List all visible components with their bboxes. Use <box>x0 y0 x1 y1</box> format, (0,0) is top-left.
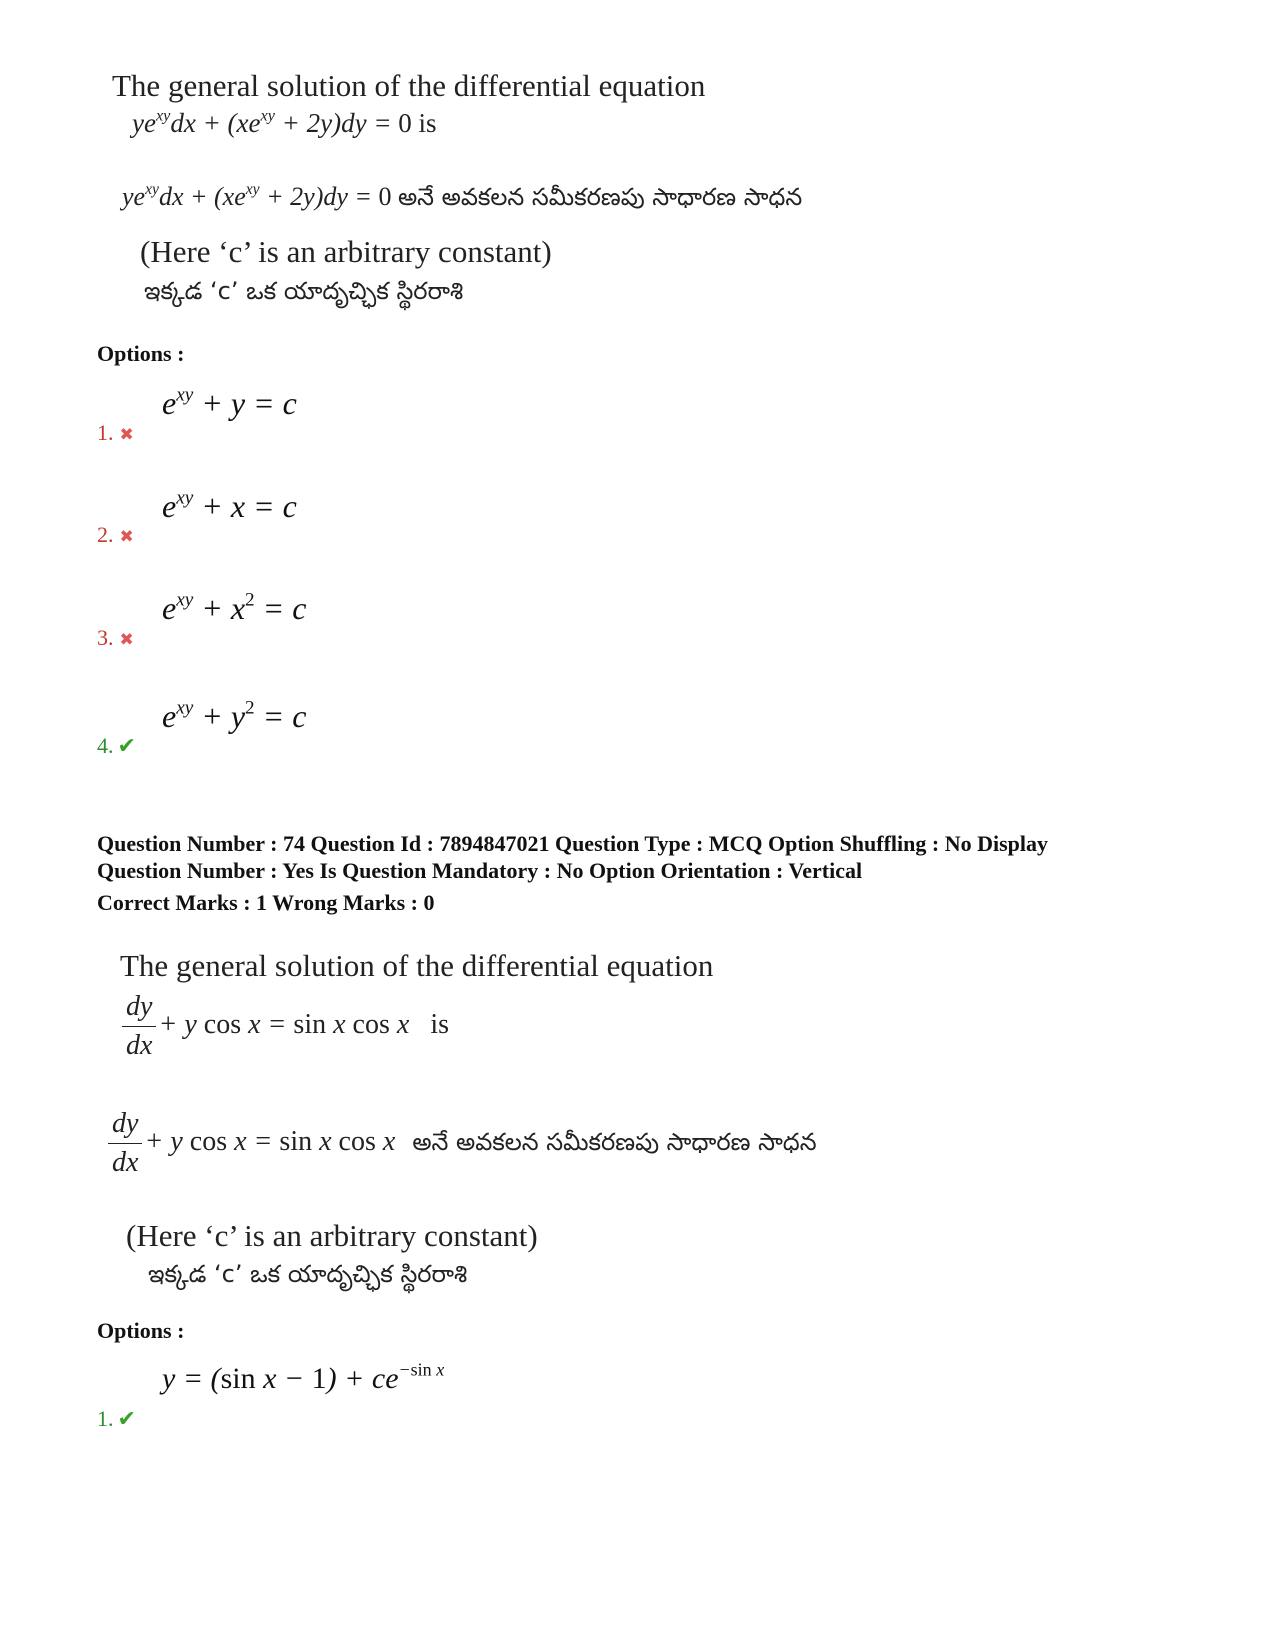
q1-option-4[interactable] <box>97 733 136 759</box>
q2-equation <box>122 988 449 1065</box>
check-icon: ✔ <box>117 734 136 759</box>
q2-telugu-constant-note: ఇక్కడ ‘c’ ఒక యాదృచ్ఛిక స్థిరరాశి <box>148 1260 468 1288</box>
option-number: 1. <box>97 1406 114 1431</box>
q1-option-2-math: $e^{xy} + x = c$ <box>162 487 297 524</box>
q1-telugu-constant-note: ఇక్కడ ‘c’ ఒక యాదృచ్ఛిక స్థిరరాశి <box>144 277 464 305</box>
option-number: 4. <box>97 733 114 758</box>
option-number: 1. <box>97 420 114 445</box>
q1-option-1-math: $e^{xy} + y = c$ <box>162 384 297 421</box>
q1-option-3[interactable] <box>97 625 134 651</box>
q1-equation <box>132 108 437 139</box>
q1-option-4-math: $e^{xy} + y^2 = c$ <box>162 697 307 734</box>
q2-meta-line-2: Question Number : Yes Is Question Mandatory : No Option Orientation : Vertical <box>97 858 863 883</box>
cross-icon: ✖ <box>119 630 134 650</box>
q1-telugu-text: అనే అవకలన సమీకరణపు సాధారణ సాధన <box>397 183 803 211</box>
q2-constant-note: (Here ‘c’ is an arbitrary constant) <box>126 1218 538 1253</box>
q1-equation-math: $ye^{xy}dx + (xe^{xy} + 2y)dy = 0$ <box>132 106 412 138</box>
q2-meta-line-3: Correct Marks : 1 Wrong Marks : 0 <box>97 890 435 915</box>
q2-equation-tail: is <box>430 1008 449 1040</box>
q1-title: The general solution of the differential equation <box>112 68 706 103</box>
q2-equation-math: $\frac{dy}{dx}$ + y cos x = sin x cos x <box>122 1009 416 1040</box>
option-number: 2. <box>97 522 114 547</box>
q1-option-1[interactable] <box>97 420 134 446</box>
q1-telugu-equation-math: $ye^{xy}dx + (xe^{xy} + 2y)dy = 0$ <box>122 181 392 211</box>
q1-equation-tail: is <box>418 108 437 138</box>
q2-title: The general solution of the differential equation <box>120 948 714 983</box>
q2-telugu-equation <box>108 1105 817 1182</box>
option-number: 3. <box>97 625 114 650</box>
q2-telugu-text: అనే అవకలన సమీకరణపు సాధారణ సాధన <box>412 1127 817 1156</box>
q2-meta-line-1: Question Number : 74 Question Id : 7894847021 Question Type : MCQ Option Shuffling : No Display <box>97 831 1049 856</box>
q2-option-1-math: y = (sin $x - 1) + ce^{-sin x}$ <box>162 1359 445 1395</box>
q2-telugu-equation-math: $\frac{dy}{dx}$ + y cos x = sin x cos x <box>108 1126 402 1157</box>
q1-telugu-equation <box>122 182 802 217</box>
q2-option-1[interactable] <box>97 1406 136 1432</box>
q1-option-3-math: $e^{xy} + x^2 = c$ <box>162 589 307 626</box>
q2-options-label: Options : <box>97 1318 185 1343</box>
check-icon: ✔ <box>117 1407 136 1432</box>
q1-option-2[interactable] <box>97 522 134 548</box>
cross-icon: ✖ <box>119 527 134 547</box>
q1-options-label: Options : <box>97 341 185 366</box>
cross-icon: ✖ <box>119 425 134 445</box>
q1-constant-note: (Here ‘c’ is an arbitrary constant) <box>140 234 552 269</box>
